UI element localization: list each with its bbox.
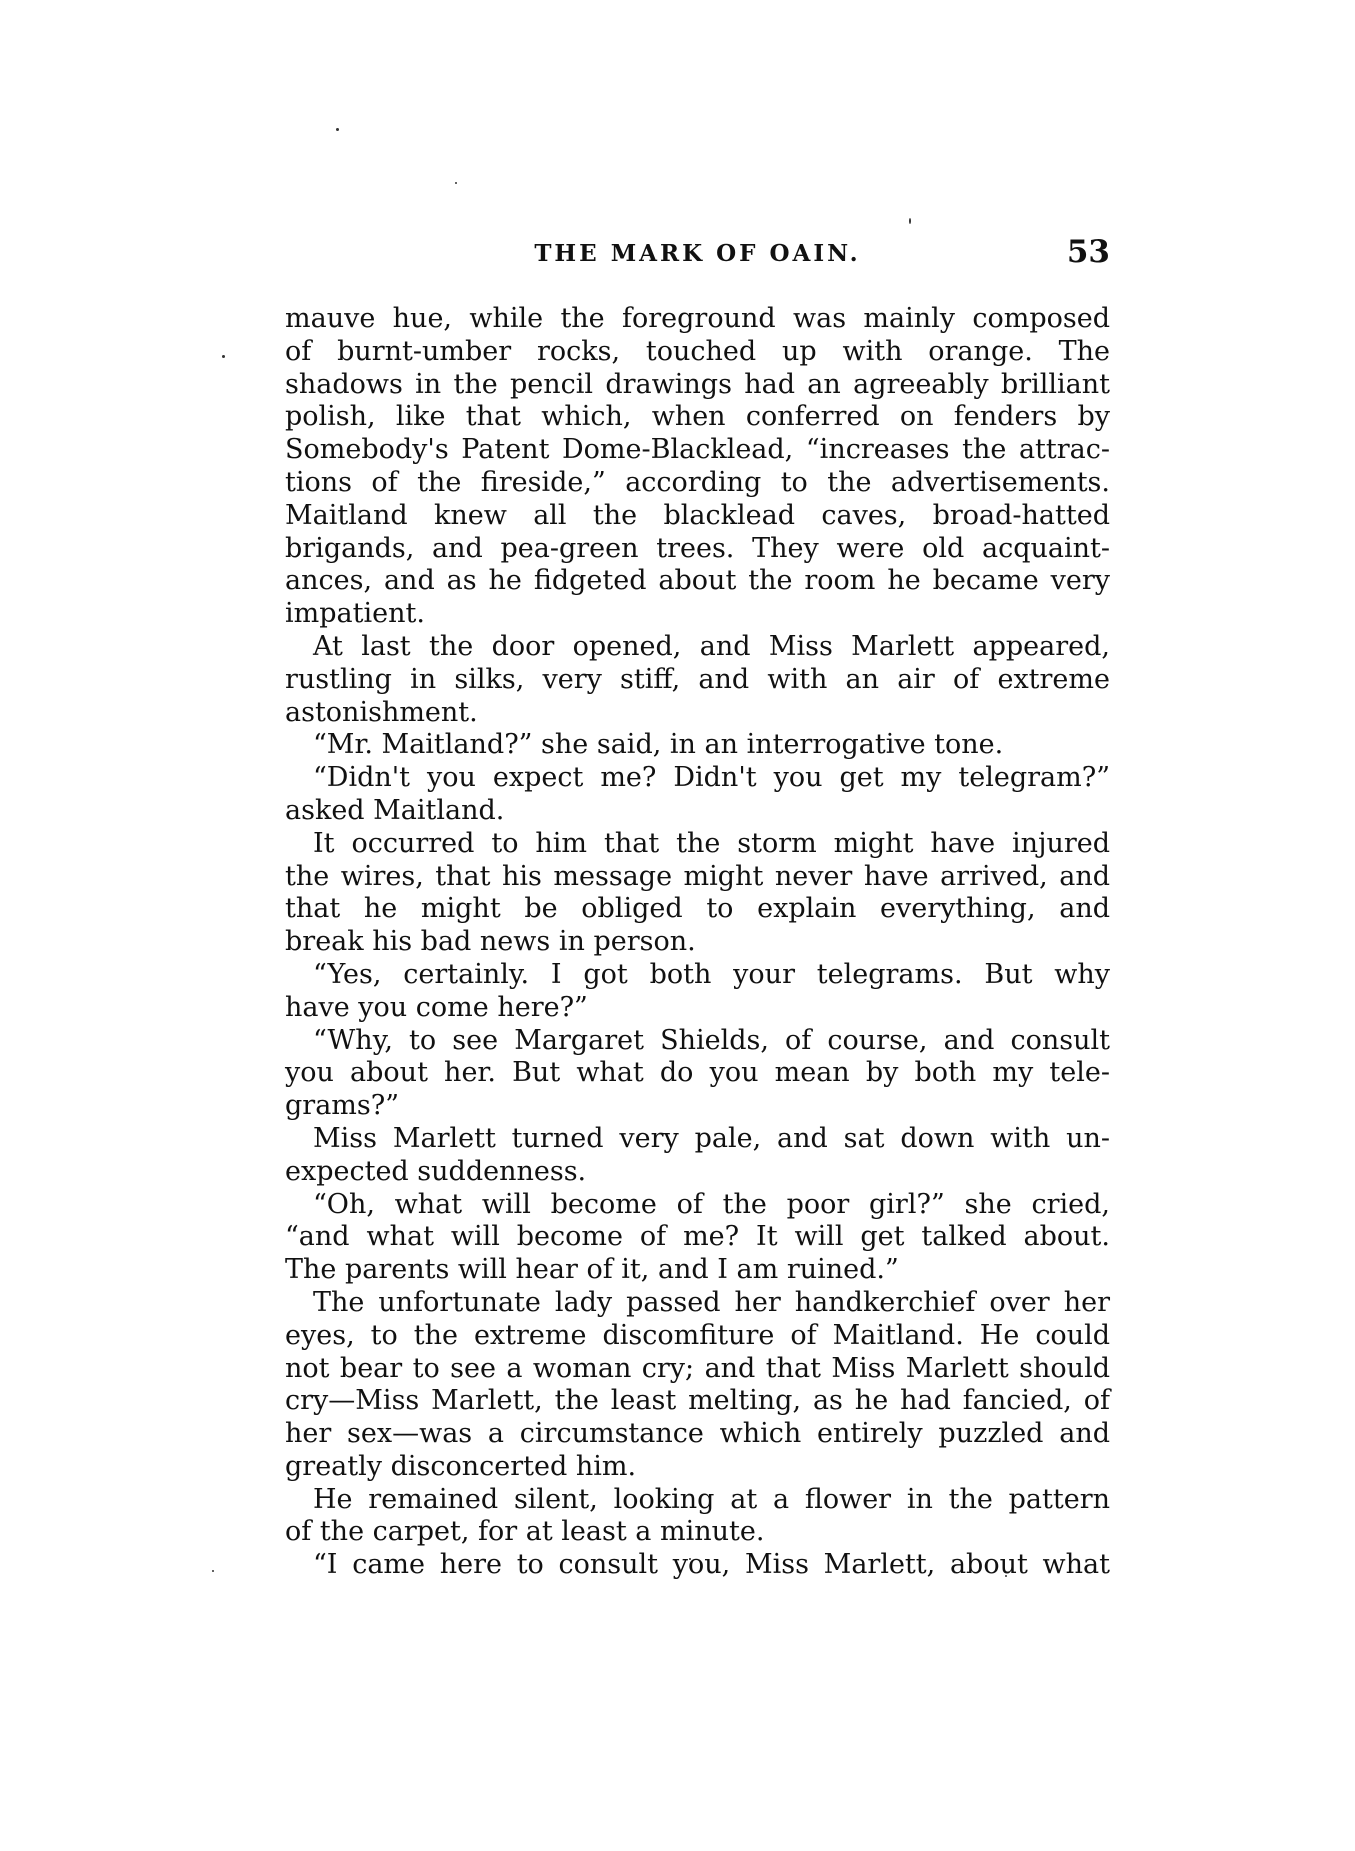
paper-speck xyxy=(222,355,225,358)
paper-speck xyxy=(212,1570,214,1572)
text-line: that he might be obliged to explain everything, and xyxy=(285,893,1110,925)
text-line: asked Maitland. xyxy=(285,794,505,826)
text-line: It occurred to him that the storm might have injured xyxy=(313,827,1110,859)
text-line: ances, and as he fidgeted about the room he became very xyxy=(285,565,1110,597)
text-line: At last the door opened, and Miss Marlett appeared, xyxy=(313,630,1110,662)
paper-speck xyxy=(909,218,911,224)
text-line: “I came here to consult you, Miss Marlett, about what xyxy=(313,1549,1110,1581)
text-line: The parents will hear of it, and I am ruined.” xyxy=(285,1254,899,1286)
text-line: “Oh, what will become of the poor girl?” she cried, xyxy=(313,1188,1110,1220)
text-line: The unfortunate lady passed her handkerchief over her xyxy=(313,1286,1110,1318)
text-line: you about her. But what do you mean by both my tele- xyxy=(285,1057,1110,1089)
running-title: THE MARK OF OAIN. xyxy=(534,240,861,267)
text-line: rustling in silks, very stiff, and with an air of extreme xyxy=(285,663,1110,695)
text-line: “and what will become of me? It will get talked about. xyxy=(285,1221,1110,1253)
text-line: “Why, to see Margaret Shields, of course, and consult xyxy=(313,1024,1110,1056)
text-line: grams?” xyxy=(285,1090,400,1122)
text-line: Miss Marlett turned very pale, and sat down with un- xyxy=(313,1122,1110,1154)
text-line: “Mr. Maitland?” she said, in an interrogative tone. xyxy=(313,729,1004,761)
text-line: have you come here?” xyxy=(285,991,588,1023)
text-line: break his bad news in person. xyxy=(285,926,696,958)
page-number: 53 xyxy=(1066,234,1110,270)
text-line: “Didn't you expect me? Didn't you get my telegram?” xyxy=(313,762,1110,794)
text-line: “Yes, certainly. I got both your telegrams. But why xyxy=(313,958,1110,990)
text-line: tions of the fireside,” according to the advertisements. xyxy=(285,466,1110,498)
text-line: expected suddenness. xyxy=(285,1155,587,1187)
text-line: He remained silent, looking at a flower in the pattern xyxy=(313,1483,1110,1515)
text-line: cry—Miss Marlett, the least melting, as he had fancied, of xyxy=(285,1385,1110,1417)
text-line: eyes, to the extreme discomfiture of Maitland. He could xyxy=(285,1319,1110,1351)
text-line: greatly disconcerted him. xyxy=(285,1450,637,1482)
text-line: not bear to see a woman cry; and that Miss Marlett should xyxy=(285,1352,1110,1384)
text-line: mauve hue, while the foreground was mainly composed xyxy=(285,303,1110,334)
text-line: shadows in the pencil drawings had an agreeably brilliant xyxy=(285,368,1110,400)
text-line: Maitland knew all the blacklead caves, broad-hatted xyxy=(285,499,1110,531)
text-line: the wires, that his message might never have arrived, and xyxy=(285,860,1110,892)
page-header xyxy=(285,234,1110,280)
text-line: her sex—was a circumstance which entirely puzzled and xyxy=(285,1418,1110,1450)
body-text xyxy=(285,303,1110,1582)
text-line: of burnt-umber rocks, touched up with orange. The xyxy=(285,335,1110,367)
text-line: impatient. xyxy=(285,598,425,630)
text-line: astonishment. xyxy=(285,696,478,728)
text-line: polish, like that which, when conferred on fenders by xyxy=(285,401,1110,433)
paper-speck xyxy=(455,182,457,184)
paper-speck xyxy=(336,128,339,131)
text-line: brigands, and pea-green trees. They were old acquaint- xyxy=(285,532,1110,564)
text-line: of the carpet, for at least a minute. xyxy=(285,1516,765,1548)
text-line: Somebody's Patent Dome-Blacklead, “increases the attrac- xyxy=(285,434,1110,466)
